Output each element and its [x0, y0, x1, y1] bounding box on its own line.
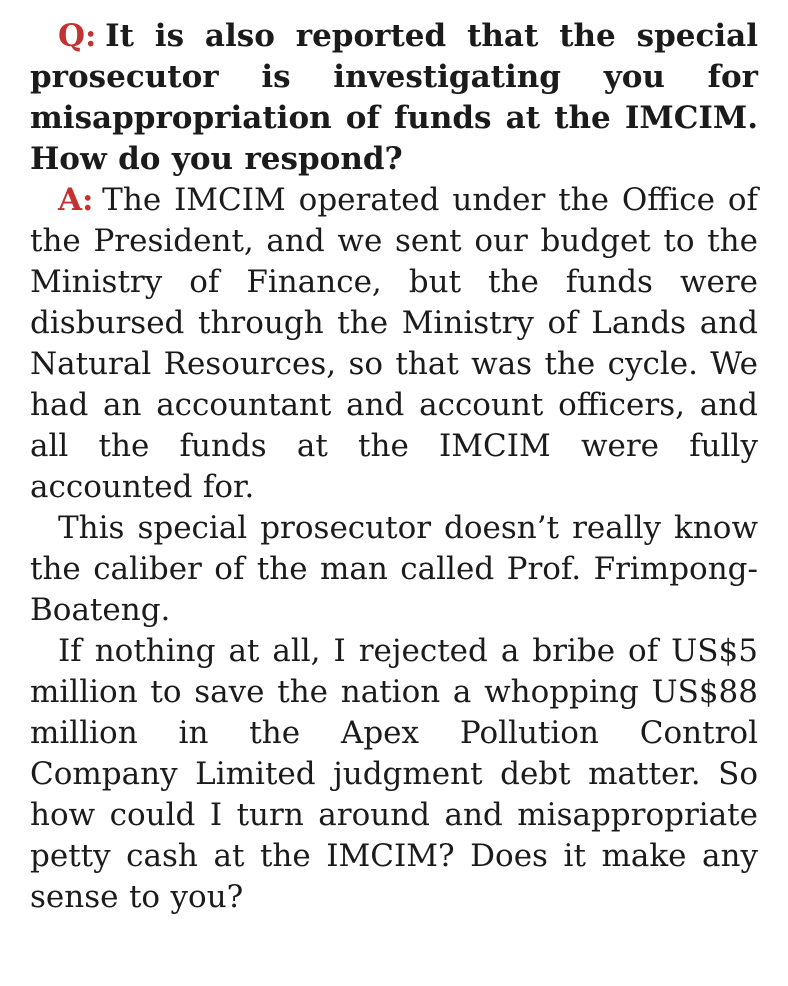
question-paragraph	[30, 16, 758, 180]
question-text: It is also reported that the special prosecutor is investigating you for misappropriation of funds at the IMCIM. How do you respond?	[30, 18, 758, 177]
interview-article	[30, 16, 758, 918]
body-paragraph	[30, 631, 758, 918]
body-paragraph	[30, 508, 758, 631]
answer-label: A:	[58, 182, 94, 218]
body-paragraph-text: If nothing at all, I rejected a bribe of US$5 million to save the nation a whopping US$88 million in the Apex Pollution Control Company Limited judgment debt matter. So how could I turn around and misappropriate petty cash at the IMCIM? Does it make any sense to you?	[30, 633, 758, 915]
answer-paragraph	[30, 180, 758, 508]
question-label: Q:	[58, 18, 97, 54]
body-paragraph-text: This special prosecutor doesn’t really know the caliber of the man called Prof. Frimpong-Boateng.	[30, 510, 758, 628]
answer-text: The IMCIM operated under the Office of the President, and we sent our budget to the Ministry of Finance, but the funds were disbursed through the Ministry of Lands and Natural Resources, so that was the cycle. We had an accountant and account officers, and all the funds at the IMCIM were fully accounted for.	[30, 182, 758, 505]
